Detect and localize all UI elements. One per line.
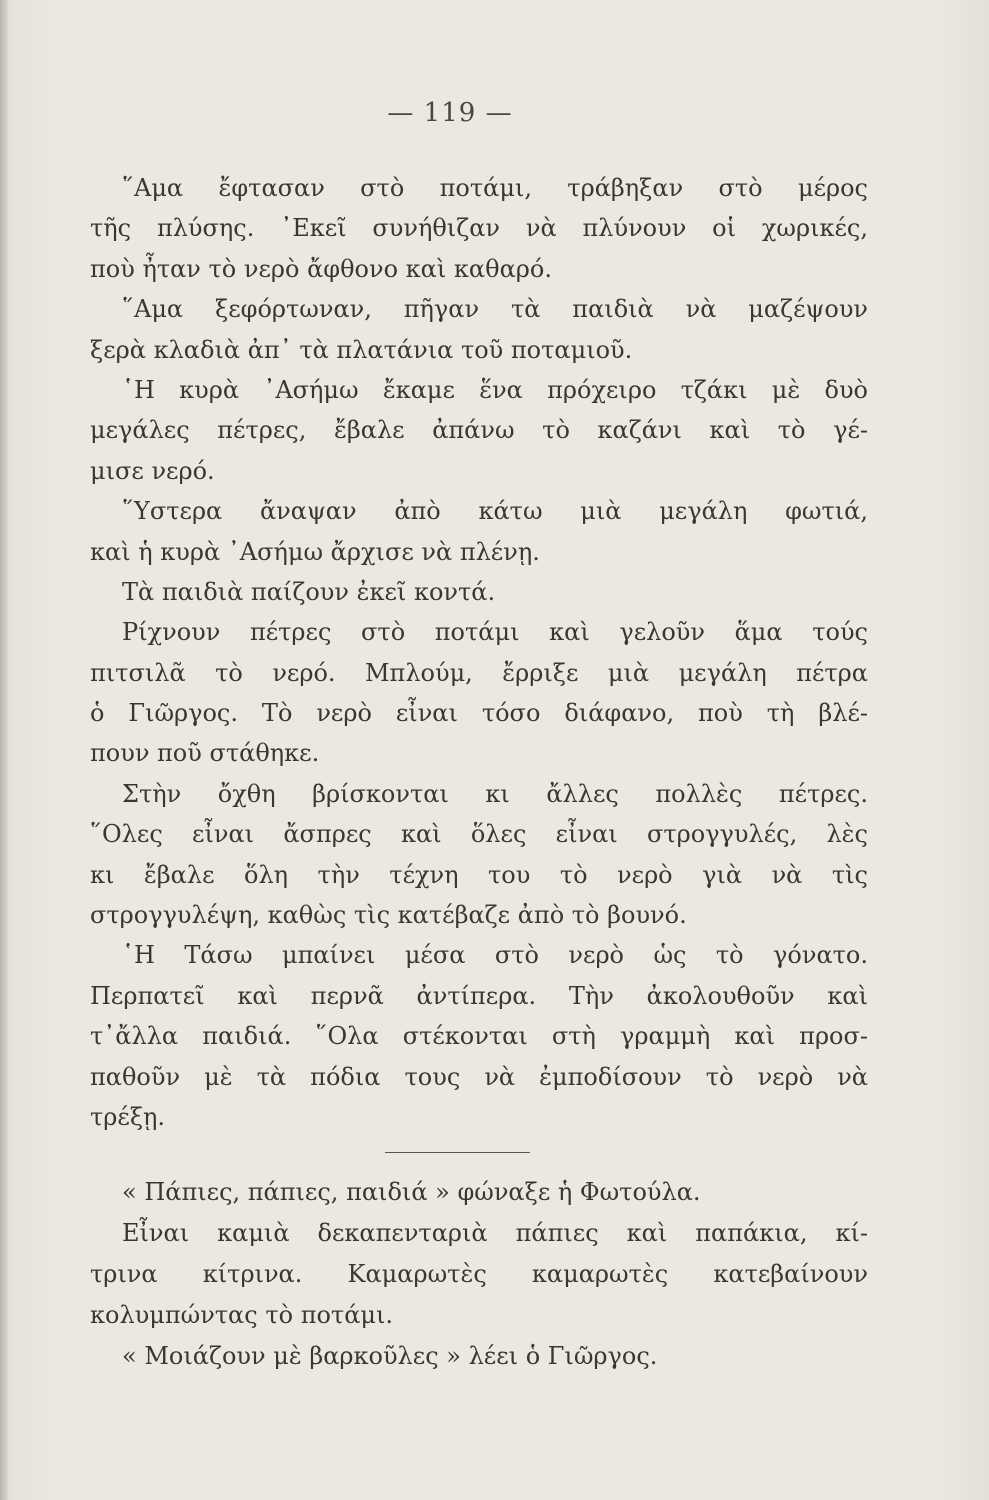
page-gutter bbox=[0, 0, 8, 1500]
text-line: « Πάπιες, πάπιες, παιδιά » φώναξε ἡ Φωτούλα. bbox=[122, 1178, 701, 1206]
text-line: ῾Η Τάσω μπαίνει μέσα στὸ νερὸ ὡς τὸ γόνατο. bbox=[122, 941, 868, 970]
text-line: ῞Υστερα ἄναψαν ἀπὸ κάτω μιὰ μεγάλη φωτιά, bbox=[122, 497, 868, 526]
text-line: κολυμπώντας τὸ ποτάμι. bbox=[90, 1301, 394, 1329]
text-line: Ρίχνουν πέτρες στὸ ποτάμι καὶ γελοῦν ἅμα τούς bbox=[122, 618, 868, 647]
text-line: κι ἔβαλε ὅλη τὴν τέχνη του τὸ νερὸ γιὰ νὰ τὶς bbox=[90, 860, 868, 889]
section-divider bbox=[385, 1152, 530, 1153]
page-number: — 119 — bbox=[387, 98, 513, 128]
text-line: τῆς πλύσης. ᾿Εκεῖ συνήθιζαν νὰ πλύνουν οἱ χωρικές, bbox=[90, 214, 868, 243]
text-line: ῞Αμα ἔφτασαν στὸ ποτάμι, τράβηξαν στὸ μέρος bbox=[122, 174, 868, 202]
text-line: Στὴν ὄχθη βρίσκονται κι ἄλλες πολλὲς πέτρες. bbox=[122, 779, 868, 808]
text-line: τ᾿ἄλλα παιδιά. ῞Ολα στέκονται στὴ γραμμὴ καὶ προσ- bbox=[90, 1022, 868, 1051]
text-line: παθοῦν μὲ τὰ πόδια τους νὰ ἐμποδίσουν τὸ νερὸ νὰ bbox=[90, 1062, 868, 1091]
text-line: ῞Αμα ξεφόρτωναν, πῆγαν τὰ παιδιὰ νὰ μαζέψουν bbox=[122, 295, 868, 324]
text-line: Εἶναι καμιὰ δεκαπενταριὰ πάπιες καὶ παπάκια, κί- bbox=[122, 1219, 868, 1247]
text-line: ῞Ολες εἶναι ἄσπρες καὶ ὅλες εἶναι στρογγυλές, λὲς bbox=[90, 820, 868, 849]
text-line: μεγάλες πέτρες, ἔβαλε ἀπάνω τὸ καζάνι καὶ τὸ γέ- bbox=[90, 416, 868, 445]
text-line: τρινα κίτρινα. Καμαρωτὲς καμαρωτὲς κατεβαίνουν bbox=[90, 1260, 868, 1288]
text-line: μισε νερό. bbox=[90, 456, 215, 485]
text-line: καὶ ἡ κυρὰ ᾿Ασήμω ἄρχισε νὰ πλένῃ. bbox=[90, 537, 540, 566]
text-line: τρέξῃ. bbox=[90, 1102, 166, 1131]
text-line: πιτσιλᾶ τὸ νερό. Μπλούμ, ἔρριξε μιὰ μεγάλη πέτρα bbox=[90, 658, 868, 687]
text-line: ποὺ ἦταν τὸ νερὸ ἄφθονο καὶ καθαρό. bbox=[90, 254, 552, 283]
text-line: ῾Η κυρὰ ᾿Ασήμω ἔκαμε ἕνα πρόχειρο τζάκι μὲ δυὸ bbox=[122, 375, 868, 404]
text-line: Περπατεῖ καὶ περνᾶ ἀντίπερα. Τὴν ἀκολουθοῦν καὶ bbox=[90, 981, 868, 1010]
text-line: πουν ποῦ στάθηκε. bbox=[90, 739, 320, 768]
text-line: στρογγυλέψη, καθὼς τὶς κατέβαζε ἀπὸ τὸ βουνό. bbox=[90, 901, 687, 930]
second-text bbox=[90, 1172, 868, 1377]
text-line: ὁ Γιῶργος. Τὸ νερὸ εἶναι τόσο διάφανο, ποὺ τὴ βλέ- bbox=[90, 699, 868, 728]
main-text bbox=[90, 168, 868, 1137]
text-line: « Μοιάζουν μὲ βαρκοῦλες » λέει ὁ Γιῶργος. bbox=[122, 1342, 658, 1370]
text-line: Τὰ παιδιὰ παίζουν ἐκεῖ κοντά. bbox=[122, 577, 496, 606]
text-line: ξερὰ κλαδιὰ ἀπ᾿ τὰ πλατάνια τοῦ ποταμιοῦ. bbox=[90, 335, 633, 364]
